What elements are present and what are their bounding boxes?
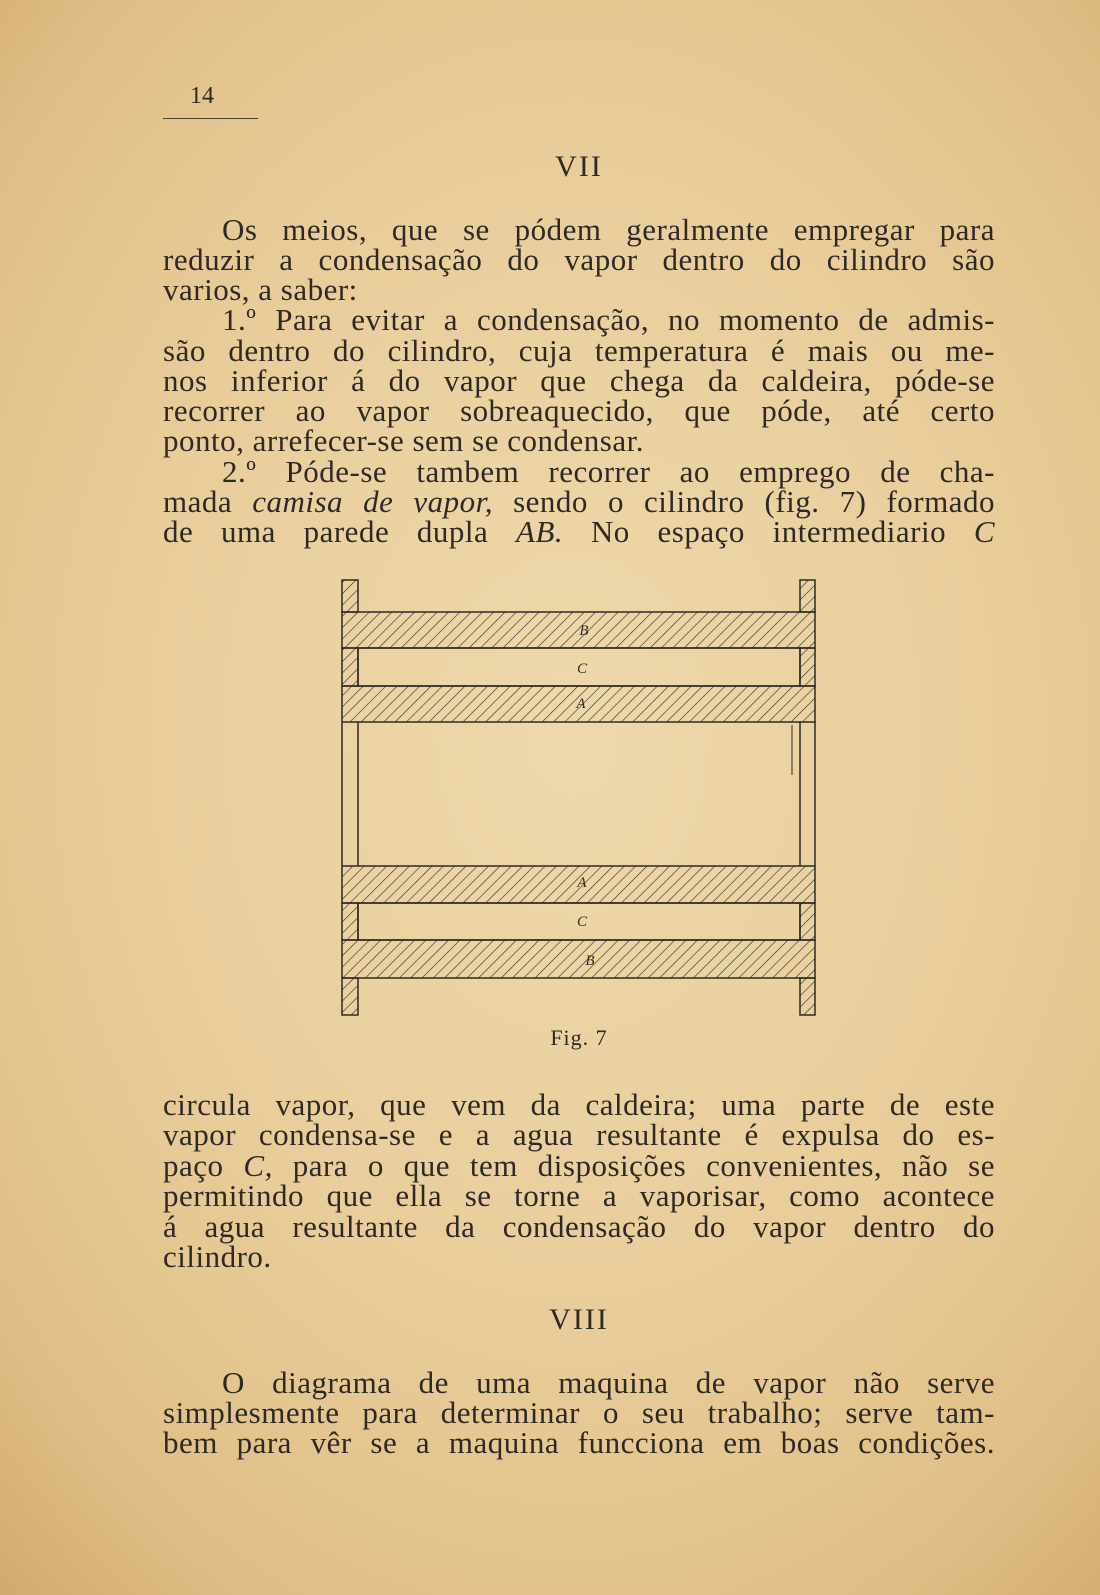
text-line: vapor condensa-se e a agua resultante é expulsa do es- [163,1117,995,1152]
figure-caption: Fig. 7 [550,1025,608,1050]
text-segment: No espaço intermediario [563,514,974,549]
figure-label-b-top: B [579,623,589,639]
text-line: permitindo que ella se torne a vaporisar, como acontece [163,1178,995,1213]
text-line [163,1148,995,1183]
bottom-right-flange [800,978,815,1015]
text-segment: sendo o cilindro (fig. 7) formado [493,484,995,519]
figure-7-cylinder-diagram [338,575,820,1020]
right-jacket-wall-top [800,648,815,686]
italic-term: camisa de vapor, [252,484,494,519]
top-left-flange [342,580,358,612]
bottom-left-flange [342,978,358,1015]
text-line: O diagrama de uma maquina de vapor não serve [222,1365,995,1400]
text-line [163,514,996,549]
text-line: simplesmente para determinar o seu trabalho; serve tam- [163,1395,995,1430]
text-line: Os meios, que se pódem geralmente empregar para [222,212,995,247]
italic-term: AB. [516,514,564,549]
text-line: ponto, arrefecer-se sem se condensar. [163,423,644,458]
text-line: são dentro do cilindro, cuja temperatura é mais ou me- [163,333,995,368]
text-line: cilindro. [163,1239,272,1274]
text-line: reduzir a condensação do vapor dentro do cilindro são [163,242,995,277]
section-heading-vii: VII [555,150,603,183]
figure-label-c-bottom: C [576,914,588,930]
text-line: circula vapor, que vem da caldeira; uma parte de este [163,1087,995,1122]
text-line: á agua resultante da condensação do vapor dentro do [163,1209,995,1244]
top-right-flange [800,580,815,612]
text-line: bem para vêr se a maquina funcciona em boas condições. [163,1425,995,1460]
right-jacket-wall-bottom [800,903,815,940]
text-line: 2.º Póde-se tambem recorrer ao emprego de cha- [222,454,995,489]
italic-term: C [973,514,996,549]
text-line [163,484,995,519]
left-jacket-wall-bottom [342,903,358,940]
outer-wall-b-bottom [342,940,815,978]
figure-label-a-top: A [576,696,586,712]
italic-term: C, [243,1148,273,1183]
text-line: nos inferior á do vapor que chega da caldeira, póde-se [163,363,995,398]
text-line: varios, a saber: [163,272,358,307]
page-number: 14 [190,83,214,109]
text-segment: mada [163,484,253,519]
text-segment: de uma parede dupla [163,514,517,549]
page-number-rule [163,118,258,119]
left-jacket-wall-top [342,648,358,686]
text-line: recorrer ao vapor sobreaquecido, que póde, até certo [163,393,995,428]
figure-label-c-top: C [576,661,588,677]
text-segment: para o que tem disposições convenientes, não se [272,1148,995,1183]
text-line: 1.º Para evitar a condensação, no momento de admis- [222,302,995,337]
figure-label-a-bottom: A [577,875,587,891]
section-heading-viii: VIII [549,1303,609,1336]
text-segment: paço [163,1148,244,1183]
figure-label-b-bottom: B [585,953,595,969]
